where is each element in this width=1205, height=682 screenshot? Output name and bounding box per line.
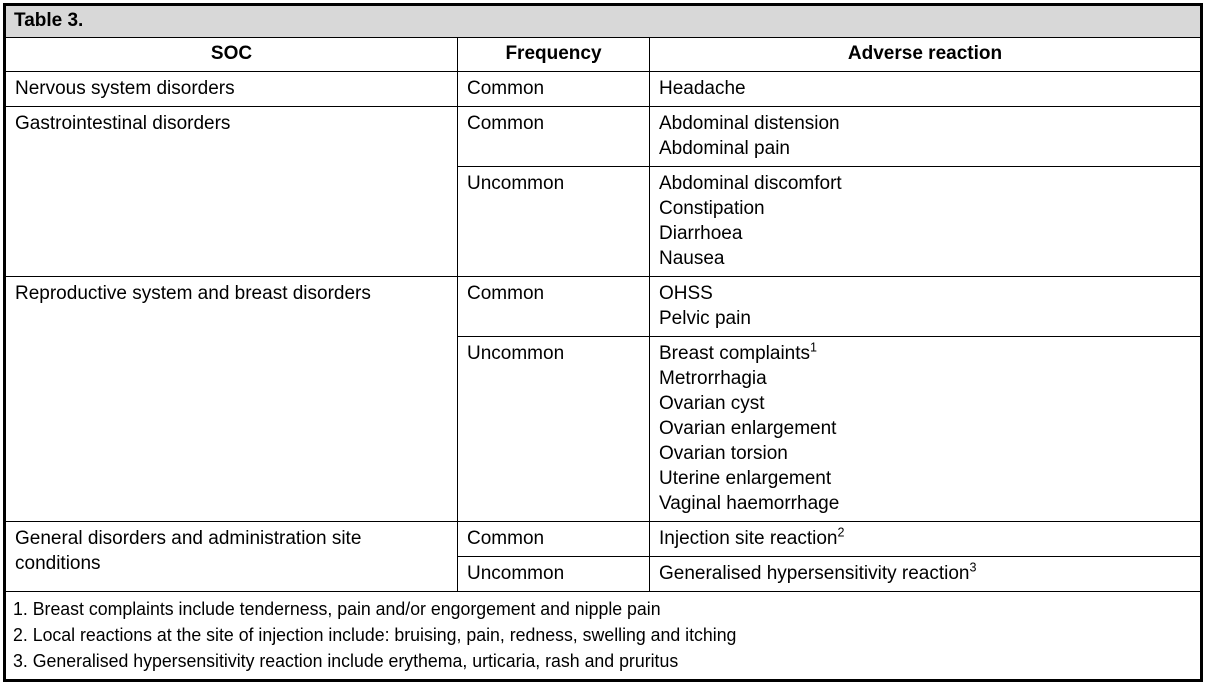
reaction-item [659,526,1192,551]
reaction-item: Constipation [659,198,765,219]
reaction-item: Uterine enlargement [659,468,832,489]
table-header-row [5,38,1202,72]
table-row [5,107,1202,167]
reaction-text: Breast complaints [659,343,811,364]
column-header-soc: SOC [5,38,458,72]
reaction-item: Abdominal discomfort [659,173,842,194]
reaction-item: Pelvic pain [659,308,751,329]
footnote-item: 2. Local reactions at the site of injection include: bruising, pain, redness, swelling and itching [13,625,737,645]
reaction-text: Generalised hypersensitivity reaction [659,563,970,584]
reaction-text: Injection site reaction [659,528,838,549]
frequency-cell: Common [458,72,650,107]
soc-cell: General disorders and administration site conditions [5,522,458,592]
table-row [5,72,1202,107]
soc-cell: Reproductive system and breast disorders [5,277,458,522]
adverse-reaction-cell [650,277,1202,337]
adverse-reaction-cell [650,167,1202,277]
reaction-list [659,171,1192,271]
table-row [5,522,1202,557]
table-footnotes-row [5,592,1202,681]
table-row [5,277,1202,337]
frequency-cell: Uncommon [458,557,650,592]
reaction-item [659,341,1192,366]
table-caption: Table 3. [5,5,1202,38]
reaction-item: Metrorrhagia [659,368,767,389]
table-container [3,3,1200,682]
reaction-item: Ovarian torsion [659,443,788,464]
adverse-reactions-table [3,3,1203,682]
frequency-cell: Common [458,522,650,557]
frequency-cell: Uncommon [458,337,650,522]
reaction-list [659,76,1192,101]
soc-cell: Gastrointestinal disorders [5,107,458,277]
adverse-reaction-cell [650,107,1202,167]
frequency-cell: Uncommon [458,167,650,277]
adverse-reaction-cell [650,72,1202,107]
reaction-item: Abdominal distension [659,113,840,134]
footnote-item: 1. Breast complaints include tenderness, pain and/or engorgement and nipple pain [13,599,661,619]
soc-cell: Nervous system disorders [5,72,458,107]
frequency-cell: Common [458,107,650,167]
footnote-marker: 1 [810,340,817,355]
adverse-reaction-cell [650,522,1202,557]
reaction-item: OHSS [659,283,713,304]
column-header-frequency: Frequency [458,38,650,72]
reaction-item: Ovarian enlargement [659,418,837,439]
reaction-item: Nausea [659,248,725,269]
table-caption-row [5,5,1202,38]
reaction-item: Diarrhoea [659,223,743,244]
column-header-adverse-reaction: Adverse reaction [650,38,1202,72]
footnote-marker: 3 [969,560,977,575]
reaction-list [659,341,1192,516]
reaction-item: Headache [659,78,746,99]
footnote-item: 3. Generalised hypersensitivity reaction include erythema, urticaria, rash and pruritus [13,651,679,671]
adverse-reaction-cell [650,337,1202,522]
reaction-item: Vaginal haemorrhage [659,493,840,514]
footnotes [5,592,1202,681]
adverse-reaction-cell [650,557,1202,592]
reaction-list [659,111,1192,161]
reaction-item: Abdominal pain [659,138,790,159]
reaction-item [659,561,1192,586]
footnote-marker: 2 [837,525,845,540]
reaction-item: Ovarian cyst [659,393,765,414]
frequency-cell: Common [458,277,650,337]
reaction-list [659,281,1192,331]
